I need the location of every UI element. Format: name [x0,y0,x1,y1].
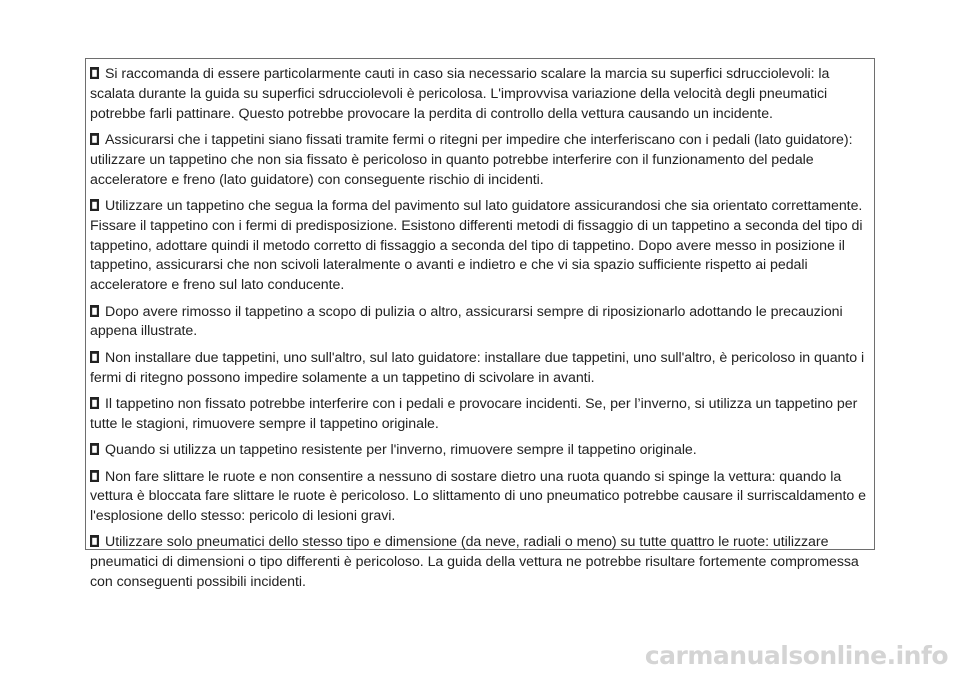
warning-square-icon [90,133,99,145]
warning-square-icon [90,443,99,455]
warning-text: Il tappetino non fissato potrebbe interferire con i pedali e provocare incidenti. Se, per l’inverno, si utilizza un tappetino per tutte le stagioni, rimuovere sempre il tappetino originale. [90,395,858,432]
warning-paragraph [90,303,870,343]
warning-text: Quando si utilizza un tappetino resistente per l'inverno, rimuovere sempre il tappetino originale. [105,442,697,459]
warning-square-icon [90,67,99,79]
warning-square-icon [90,535,99,547]
watermark-logo: carmanualsonline.info [644,641,948,670]
warning-paragraph [90,197,870,296]
warning-paragraph [90,395,870,435]
warning-square-icon [90,305,99,317]
warning-box [85,58,875,591]
warning-paragraph [90,533,870,592]
warning-text: Non fare slittare le ruote e non consentire a nessuno di sostare dietro una ruota quando si spinge la vettura: quando la vettura è bloccata fare slittare le ruote è pericoloso. Lo slittamento di uno pneumatico potrebbe causare il surriscaldamento e l'esplosione dello stesso: pericolo di lesioni gravi. [90,468,866,525]
warning-paragraph [90,468,870,527]
warning-square-icon [90,397,99,409]
warning-text: Dopo avere rimosso il tappetino a scopo di pulizia o altro, assicurarsi sempre di riposizionarlo adottando le precauzioni appena illustrate. [90,303,843,340]
warning-square-icon [90,351,99,363]
warning-square-icon [90,470,99,482]
warning-square-icon [90,199,99,211]
warning-text: Si raccomanda di essere particolarmente cauti in caso sia necessario scalare la marcia su superfici sdrucciolevoli: la scalata durante la guida su superfici sdrucciolevoli è pericolosa. L'improvvisa variazione della velocità degli pneumatici potrebbe farli pattinare. Questo potrebbe provocare la perdita di controllo della vettura causando un incidente. [90,66,830,122]
warning-text: Utilizzare un tappetino che segua la forma del pavimento sul lato guidatore assicurandosi che sia orientato correttamente. Fissare il tappetino con i fermi di predisposizione. Esistono differenti metodi di fissaggio di un tappetino a seconda del tipo di tappetino, adottare quindi il metodo corretto di fissaggio a seconda del tipo di tappetino. Dopo avere messo in posizione il tappetino, assicurarsi che non scivoli lateralmente o avanti e indietro e che vi sia spazio sufficiente rispetto ai pedali acceleratore e freno sul lato conducente. [90,197,863,294]
warning-paragraph [90,65,870,124]
warning-text: Utilizzare solo pneumatici dello stesso tipo e dimensione (da neve, radiali o meno) su tutte quattro le ruote: utilizzare pneumatici di dimensioni o tipo differenti è pericoloso. La guida della vettura ne potrebbe risultare fortemente compromessa con conseguenti possibili incidenti. [90,534,859,591]
warning-paragraph [90,441,870,461]
warning-paragraph [90,349,870,389]
warning-paragraph [90,131,870,190]
warning-text: Assicurarsi che i tappetini siano fissati tramite fermi o ritegni per impedire che interferiscano con i pedali (lato guidatore): utilizzare un tappetino che non sia fissato è pericoloso in quanto potrebbe interferire con il funzionamento del pedale acceleratore e freno (lato guidatore) con conseguente rischio di incidenti. [90,131,853,188]
warning-text: Non installare due tappetini, uno sull'altro, sul lato guidatore: installare due tappetini, uno sull'altro, è pericoloso in quanto i fermi di ritegno possono impedire solamente a un tappetino di scivolare in avanti. [90,349,865,386]
